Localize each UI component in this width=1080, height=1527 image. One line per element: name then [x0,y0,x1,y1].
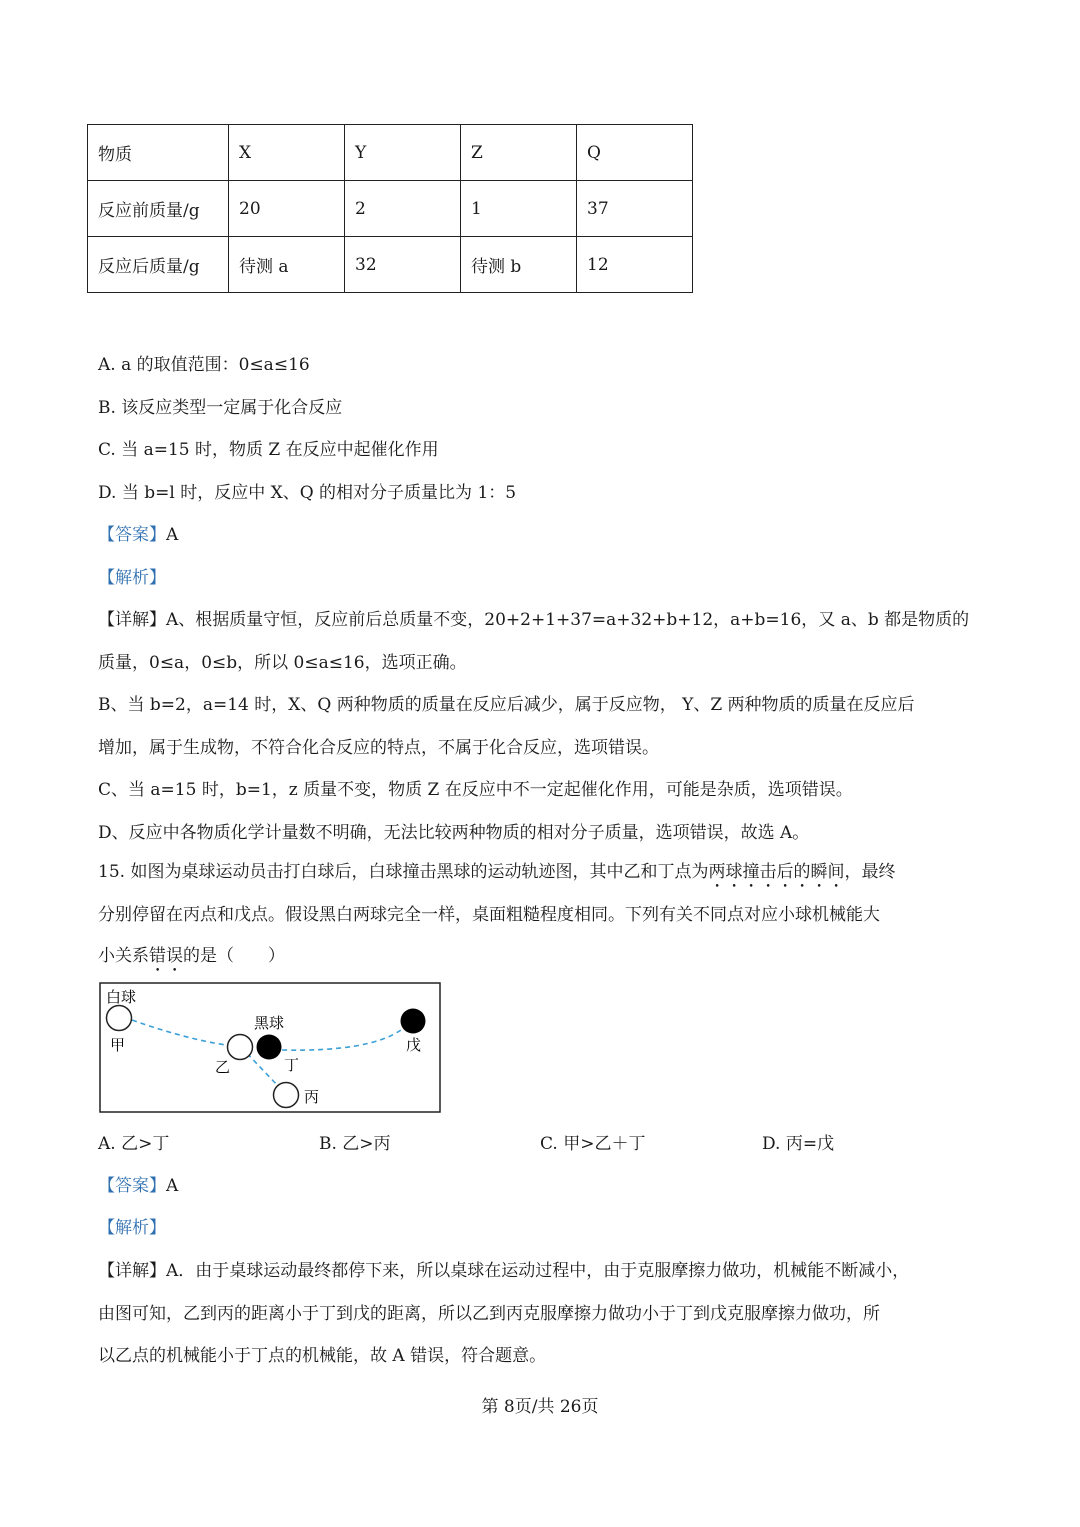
table-cell: 待测 a [229,237,345,293]
detail-text: A．由于桌球运动最终都停下来，所以桌球在运动过程中，由于克服摩擦力做功，机械能不断减小， [166,1261,910,1281]
table-header-cell: X [229,125,345,181]
option-a: A. 乙>丁 [98,1134,170,1154]
table-cell: 2 [345,181,461,237]
table-cell: 37 [577,181,693,237]
answer-line [98,520,178,545]
stem-text: ，最终 [844,862,896,882]
table-cell: 32 [345,237,461,293]
question-stem [98,941,285,976]
analysis-label: 【解析】 [98,1218,166,1238]
table-header-cell: 物质 [88,125,229,181]
page-number: 第 8页/共 26页 [481,1397,599,1417]
detail-line: B、当 b=2，a=14 时，X、Q 两种物质的质量在反应后减少，属于反应物， Y、Z 两种物质的质量在反应后 [98,695,915,715]
table-header-cell: Q [577,125,693,181]
label-white-ball: 白球 [106,988,137,1006]
detail-tag: 【详解】 [98,610,166,630]
table-row [88,237,693,293]
label-black-ball: 黑球 [254,1014,285,1032]
stem-text: 的是（ ） [183,946,285,966]
label-ding: 丁 [284,1056,300,1074]
option-c: C. 当 a=15 时，物质 Z 在反应中起催化作用 [98,440,439,460]
question-stem [98,857,895,892]
table-cell: 1 [461,181,577,237]
white-ball-impact [228,1035,253,1060]
white-ball-start [107,1006,132,1031]
stem-text: 小关系 [98,946,149,966]
detail-line: 以乙点的机械能小于丁点的机械能，故 A 错误，符合题意。 [98,1346,547,1366]
table-cell: 12 [577,237,693,293]
detail-line: C、当 a=15 时，b=1，z 质量不变，物质 Z 在反应中不一定起催化作用，可能是杂质，选项错误。 [98,780,853,800]
question-stem: 分别停留在丙点和戊点。假设黑白两球完全一样，桌面粗糙程度相同。下列有关不同点对应小球机械能大 [98,905,880,925]
option-b: B. 该反应类型一定属于化合反应 [98,398,343,418]
white-ball-end [274,1083,299,1108]
answer-value: A [166,525,179,545]
label-bing: 丙 [304,1088,320,1106]
option-d: D. 丙=戊 [762,1134,835,1154]
table-cell: 20 [229,181,345,237]
table-row [88,181,693,237]
detail-line: 增加，属于生成物，不符合化合反应的特点，不属于化合反应，选项错误。 [98,738,659,758]
answer-tag: 【答案】 [98,1176,166,1196]
detail-text: A、根据质量守恒，反应前后总质量不变，20+2+1+37=a+32+b+12，a+b=16，又 a、b 都是物质的 [166,610,970,630]
analysis-tag [98,563,166,588]
table-header-cell: Y [345,125,461,181]
billiard-figure [99,982,442,1114]
answer-line [98,1171,178,1196]
mass-table [87,124,693,293]
option-a: A. a 的取值范围：0≤a≤16 [98,355,310,375]
analysis-tag [98,1213,166,1238]
detail-line [98,605,969,630]
black-ball-end [401,1009,426,1034]
detail-line: 由图可知，乙到丙的距离小于丁到戊的距离，所以乙到丙克服摩擦力做功小于丁到戊克服摩擦力做功，所 [98,1304,880,1324]
table-cell: 反应前质量/g [88,181,229,237]
detail-tag: 【详解】 [98,1261,166,1281]
label-yi: 乙 [215,1058,231,1076]
black-ball-impact [257,1035,282,1060]
label-wu: 戊 [406,1036,422,1054]
detail-line: 质量，0≤a，0≤b，所以 0≤a≤16，选项正确。 [98,653,467,673]
stem-emphasis: 错误 [149,946,183,966]
answer-tag: 【答案】 [98,525,166,545]
option-c: C. 甲>乙＋丁 [540,1134,646,1154]
table-header-cell: Z [461,125,577,181]
table-cell: 反应后质量/g [88,237,229,293]
detail-line [98,1256,909,1281]
detail-line: D、反应中各物质化学计量数不明确，无法比较两种物质的相对分子质量，选项错误，故选 A。 [98,823,810,843]
analysis-label: 【解析】 [98,568,166,588]
option-d: D. 当 b=l 时，反应中 X、Q 的相对分子质量比为 1：5 [98,483,517,503]
table-header-row [88,125,693,181]
option-b: B. 乙>丙 [319,1134,391,1154]
table-cell: 待测 b [461,237,577,293]
stem-text: 15. 如图为桌球运动员击打白球后，白球撞击黑球的运动轨迹图，其中乙和丁点为 [98,862,709,882]
stem-emphasis: 两球撞击后的瞬间 [708,862,845,882]
label-jia: 甲 [110,1036,126,1054]
answer-value: A [166,1176,179,1196]
